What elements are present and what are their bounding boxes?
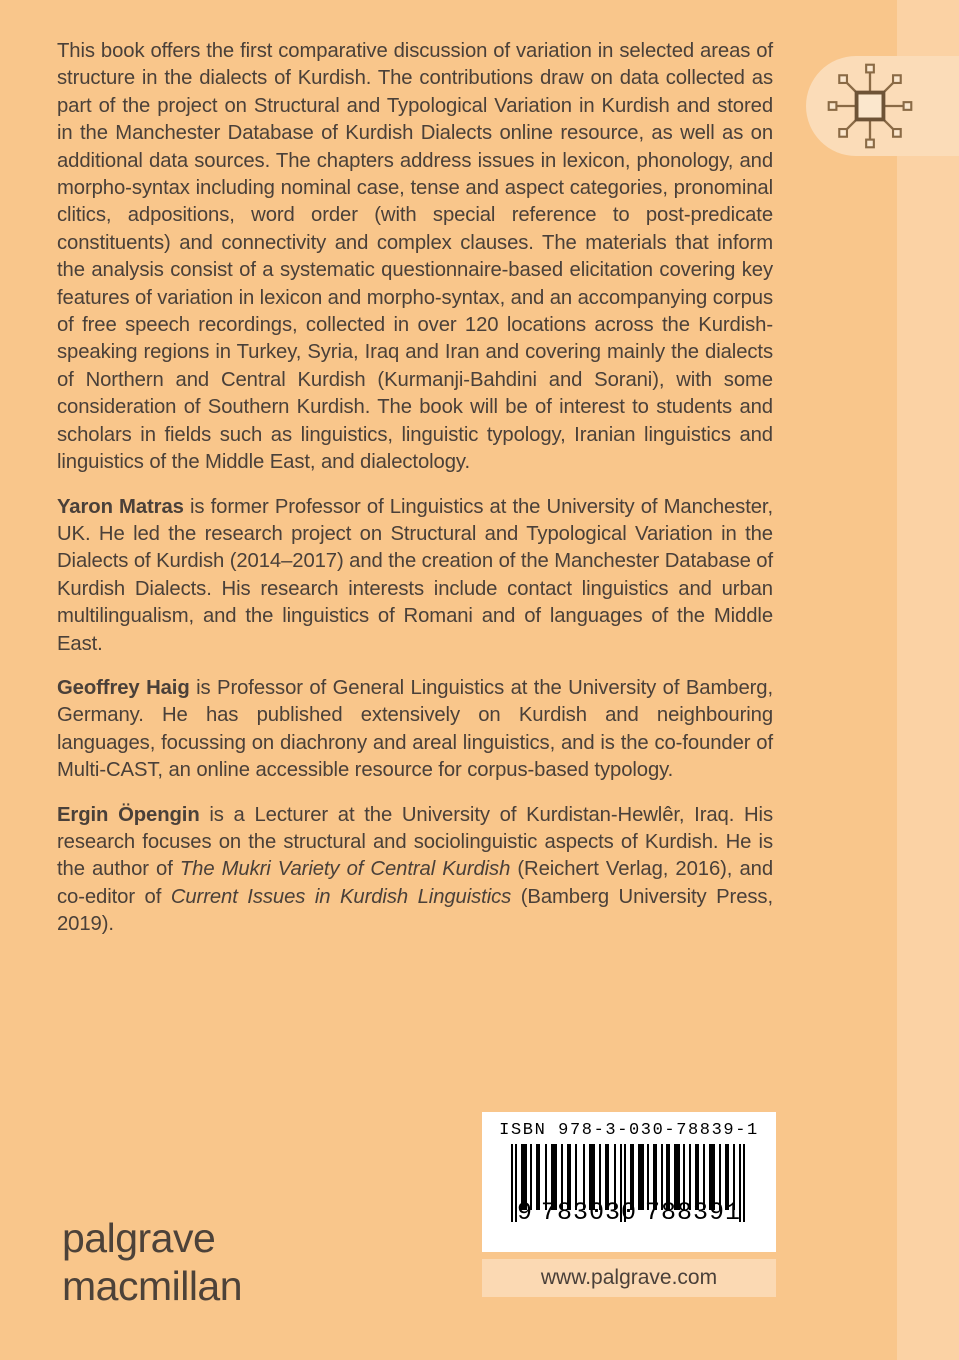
palgrave-starburst-emblem-icon bbox=[822, 58, 918, 154]
publisher-logo bbox=[62, 1215, 243, 1309]
author-bio-geoffrey-haig bbox=[57, 675, 773, 785]
blurb-paragraph: This book offers the first comparative discussion of variation in selected areas of structure in the dialects of Kurdish. The contributions draw on data collected as part of the project on Structural and Typological Variation in Kurdish and stored in the Manchester Database of Kurdish Dialects online resource, as well as on additional data sources. The chapters address issues in lexicon, phonology, and morpho-syntax including nominal case, tense and aspect categories, pronominal clitics, adpositions, word order (with special reference to post-predicate constituents) and connectivity and complex clauses. The materials that inform the analysis consist of a systematic questionnaire-based elicitation covering key features of variation in lexicon and morpho-syntax, and an accompanying corpus of free speech recordings, collected in over 120 locations across the Kurdish-speaking regions in Turkey, Syria, Iraq and Iran and covering mainly the dialects of Northern and Central Kurdish (Kurmanji-Bahdini and Sorani), with some consideration of Southern Kurdish. The book will be of interest to students and scholars in fields such as linguistics, linguistic typology, Iranian linguistics and linguistics of the Middle East, and dialectology. bbox=[57, 40, 773, 474]
author-bio-text-part-1: is a Lecturer at the University of Kurdistan-Hewlêr, Iraq. His research focuses on the structural and sociolinguistic aspects of Kurdish. He is the author of bbox=[57, 803, 773, 881]
ean-right-group: 788391 bbox=[645, 1198, 742, 1227]
publisher-name-line-2: macmillan bbox=[62, 1263, 243, 1309]
ean13-digits bbox=[495, 1198, 763, 1227]
ean-lead-digit: 9 bbox=[516, 1198, 533, 1227]
barcode-block bbox=[482, 1112, 776, 1297]
back-cover-copy bbox=[57, 38, 773, 939]
author-bio-text-part-3: (Bamberg University Press, 2019). bbox=[57, 885, 773, 936]
author-bio-text: is former Professor of Linguistics at the University of Manchester, UK. He led the research project on Structural and Typological Variation in the Dialects of Kurdish (2014–2017) and the creation of the Manchester Database of Kurdish Dialects. His research interests include contact linguistics and urban multilingualism, and the linguistics of Romani and of languages of the Middle East. bbox=[57, 495, 774, 655]
author-name: Ergin Öpengin bbox=[57, 803, 200, 826]
publisher-url: www.palgrave.com bbox=[540, 1266, 718, 1289]
author-name: Yaron Matras bbox=[57, 495, 184, 518]
isbn-text: ISBN 978-3-030-78839-1 bbox=[499, 1121, 759, 1140]
publisher-url-band bbox=[482, 1259, 776, 1297]
book-title-current-issues: Current Issues in Kurdish Linguistics bbox=[170, 885, 512, 908]
author-bio-text-part-2: (Reichert Verlag, 2016), and co-editor of bbox=[57, 858, 773, 908]
author-bio-ergin-opengin bbox=[57, 802, 773, 939]
ean-left-group: 783030 bbox=[540, 1198, 637, 1227]
barcode-panel bbox=[482, 1112, 776, 1252]
book-title-mukri-variety: The Mukri Variety of Central Kurdish bbox=[179, 858, 511, 881]
author-bio-yaron-matras bbox=[57, 494, 773, 658]
publisher-name-line-1: palgrave bbox=[62, 1215, 216, 1261]
author-name: Geoffrey Haig bbox=[57, 676, 190, 699]
author-bio-text: is Professor of General Linguistics at the University of Bamberg, Germany. He has published extensively on Kurdish and neighbouring languages, focussing on diachrony and areal linguistics, and is the co-founder of Multi-CAST, an online accessible resource for corpus-based typology. bbox=[57, 676, 774, 782]
